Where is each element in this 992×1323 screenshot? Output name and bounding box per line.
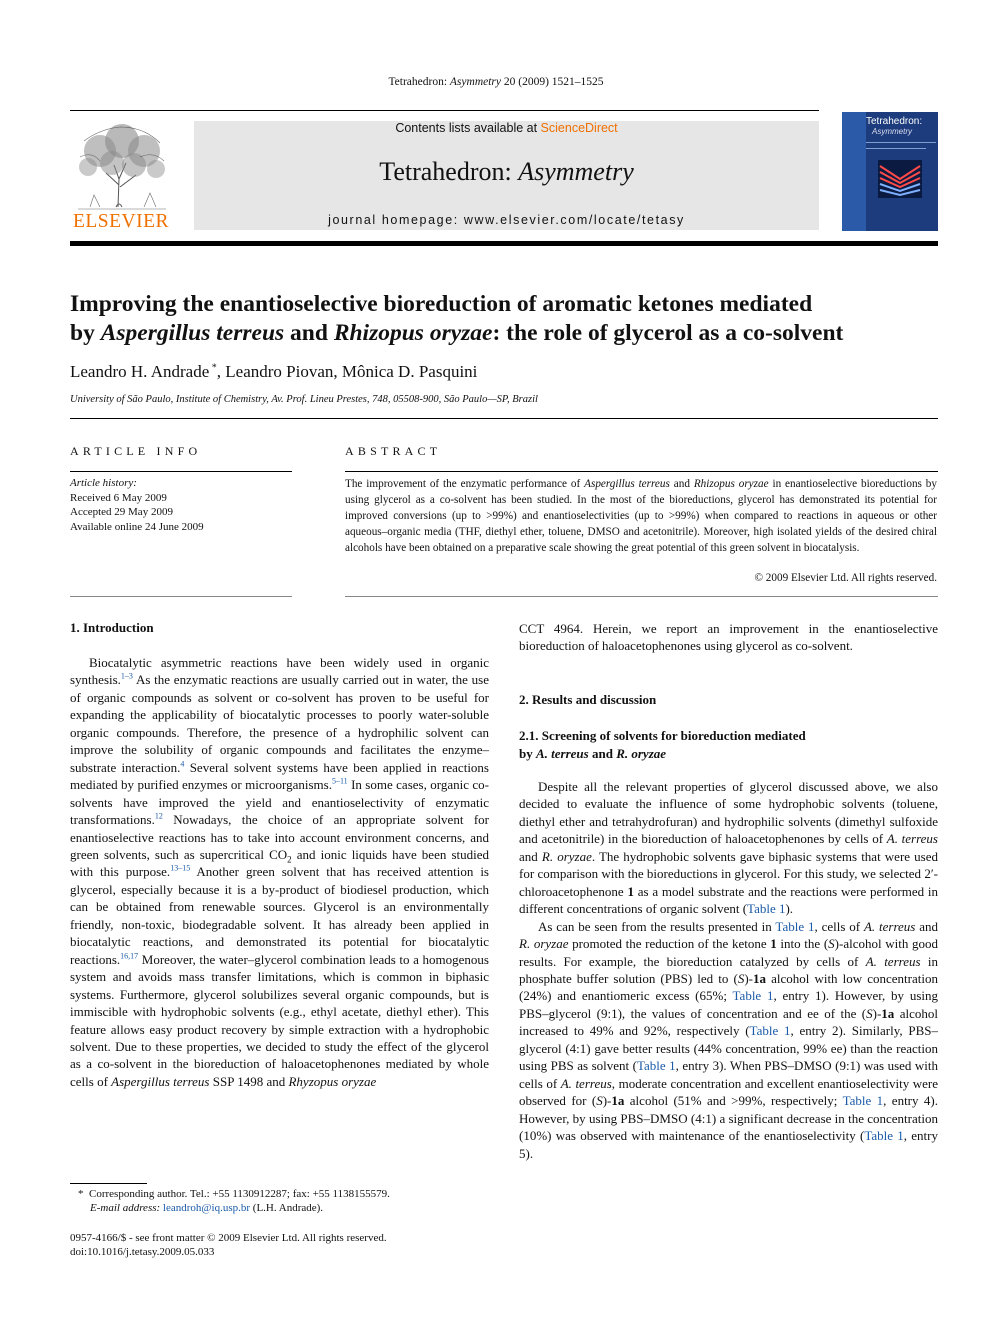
contents-line: Contents lists available at ScienceDirect (395, 121, 618, 135)
affiliation: University of São Paulo, Institute of Chemistry, Av. Prof. Lineu Prestes, 748, 05508-900, São Paulo—SP, Brazil (70, 394, 538, 405)
article-info-rule (70, 471, 292, 472)
table-link[interactable]: Table 1 (636, 1058, 676, 1074)
results-heading: 2. Results and discussion (519, 692, 657, 707)
citation[interactable]: 16,17 (120, 951, 139, 961)
elsevier-wordmark: ELSEVIER (72, 211, 170, 232)
email-link[interactable]: leandroh@iq.usp.br (162, 1202, 251, 1214)
table-link[interactable]: Table 1 (842, 1093, 884, 1109)
running-head: Tetrahedron: Asymmetry 20 (2009) 1521–1525 (388, 76, 604, 88)
issn-doi: 0957-4166/$ - see front matter © 2009 Elsevier Ltd. All rights reserved. doi:10.1016/j.tetasy.2009.05.033 (70, 1231, 490, 1259)
article-title (70, 290, 950, 348)
table-link[interactable]: Table 1 (749, 1023, 791, 1039)
abstract-copyright: © 2009 Elsevier Ltd. All rights reserved. (754, 572, 937, 584)
table-link[interactable]: Table 1 (864, 1128, 904, 1144)
citation[interactable]: 13–15 (170, 864, 191, 874)
article-info-end-rule (70, 596, 292, 597)
abstract-text: The improvement of the enzymatic performance of Aspergillus terreus and Rhizopus oryzae in enantioselective bioreductions by using glycerol as a co-solvent has been studied. In the most of the bioreductions, glycerol has demonstrated its potential for improved conversions (up to >99%) and enantioselectivities (up to >99%) when compared to reactions in aqueous or other aqueous–organic media (THF, diethyl ether, toluene, DMSO and acetonitrile). Moreover, high isolated yields of the desired chiral alcohols have been obtained on a preparative scale showing the great potential of this green solvent in biocatalysis. (345, 478, 937, 554)
abstract-end-rule (345, 596, 938, 597)
intro-continuation: CCT 4964. Herein, we report an improvement in the enantioselective bioreduction of haloacetophenones using glycerol as co-solvent. (519, 621, 938, 654)
doi-link[interactable]: doi:10.1016/j.tetasy.2009.05.033 (70, 1246, 215, 1258)
journal-name: Tetrahedron: Asymmetry (379, 157, 634, 186)
citation[interactable]: 12 (154, 811, 163, 821)
title-line-1: Improving the enantioselective bioreduction of aromatic ketones mediated (70, 291, 813, 317)
article-history: Article history: Received 6 May 2009 Accepted 29 May 2009 Available online 24 June 2009 (70, 477, 204, 533)
journal-homepage: journal homepage: www.elsevier.com/locate/tetasy (328, 213, 685, 227)
intro-heading: 1. Introduction (70, 620, 154, 635)
cover-subtitle: Asymmetry (872, 127, 912, 136)
title-line-2: by Aspergillus terreus and Rhizopus oryzae: the role of glycerol as a co-solvent (70, 320, 844, 346)
footnote-rule (70, 1183, 147, 1184)
homepage-link[interactable]: www.elsevier.com/locate/tetasy (463, 213, 685, 227)
citation[interactable]: 5–11 (331, 776, 348, 786)
affiliation-rule (70, 418, 938, 419)
author-list: Leandro H. Andrade *, Leandro Piovan, Mônica D. Pasquini (70, 362, 478, 381)
journal-cover (842, 112, 938, 231)
sciencedirect-link[interactable]: ScienceDirect (540, 121, 618, 135)
citation[interactable]: 1–3 (120, 672, 133, 682)
table-link[interactable]: Table 1 (775, 918, 815, 934)
citation[interactable]: 4 (180, 759, 185, 769)
table-link[interactable]: Table 1 (747, 901, 786, 917)
header-top-rule (70, 110, 819, 111)
article-info-heading: ARTICLE INFO (70, 444, 202, 458)
header-bottom-rule (70, 241, 938, 246)
abstract-heading: ABSTRACT (345, 444, 442, 458)
intro-paragraph: Biocatalytic asymmetric reactions have been widely used in organic synthesis.$^{1-3}$ As the enzymatic reactions are usually carried out in water, the use of organic compounds as solvent or co-solvent has proven to be useful for expanding the applicability of biocatalytic processes to poorly water-soluble organic compounds. Therefore, the presence of a hydrophilic solvent can improve the solubility of organic compounds and facilitates the enzyme–substrate interaction.$^4$ Several solvent systems have been applied in reactions mediated by purified enzymes or microorganisms.$^{5-11}$ In some cases, organic co-solvents have improved the yield and enantioselectivity of enzymatic transformations.$^{12}$ Nowadays, the choice of an appropriate solvent for enantioselective reactions has to take into account environment concerns, and green solvents, such as supercritical $CO_2$ and ionic liquids have been studied with this purpose.$^{13-15}$ Another green solvent that has received attention is glycerol, especially because it is a by-product of biodiesel production, which can be obtained from renewable sources. Glycerol is an environmentally friendly, non-toxic, biodegradable solvent. It has already been applied in biocatalytic reactions, and demonstrated its potential for biocatalytic reactions.$^{16,17}$ Moreover, the water–glycerol combination leads to a homogenous system and avoids mass transfer limitations, which is common in biphasic systems. Furthermore, glycerol solubilizes several organic compounds, but is immiscible with hydrophobic solvents (e.g., ethyl acetate, diethyl ether). This feature allows easy product recovery by simple extraction with a hydrophobic solvent. Due to these properties, we decided to study the effect of the glycerol as a co-solvent in the bioreduction of haloacetophenones mediated by whole cells of Aspergillus terreus SSP 1498 and Rhyzopus oryzae (70, 655, 490, 1089)
subsection-heading: 2.1. Screening of solvents for bioreduction mediated by A. terreus and R. oryzae (519, 728, 806, 761)
corresponding-mark[interactable]: * (211, 362, 217, 374)
results-paragraphs: Despite all the relevant properties of glycerol discussed above, we also decided to evaluate the influence of some hydrophobic solvents (toluene, diethyl ether and tetrahydrofuran) and hydrophilic solvents (dimethyl sulfoxide and acetonitrile) in the bioreduction of haloacetophenones by cells of A. terreus and R. oryzae. The hydrophobic solvents gave biphasic systems that were used for comparison with the bioreductions in glycerol. For this study, we selected 2′-chloroacetophenone 1 as a model substrate and the reactions were performed in different concentrations of organic solvent (Table 1). As can be seen from the results presented in Table 1, cells of A. terreus and R. oryzae promoted the reduction of the ketone 1 into the (S)-alcohol with good results. For example, the bioreduction catalyzed by cells of A. terreus in phosphate buffer solution (PBS) led to (S)-1a alcohol with low concentration (24%) and enantiomeric excess (65%; Table 1, entry 1). However, by using PBS–glycerol (9:1), the values of concentration and ee of the (S)-1a alcohol increased to 49% and 92%, respectively (Table 1, entry 2). Similarly, PBS–glycerol (4:1) gave better results (44% concentration, 99% ee) than the reaction using PBS as solvent (Table 1, entry 3). When PBS–DMSO (9:1) was used with cells of A. terreus, moderate concentration and excellent enantioselectivity were observed for (S)-1a alcohol (51% and >99%, respectively; Table 1, entry 4). However, by using PBS–DMSO (4:1) a significant decrease in the concentration (10%) was observed with maintenance of the enantioselectivity (Table 1, entry 5). (519, 779, 939, 1161)
footnote: * Corresponding author. Tel.: +55 1130912287; fax: +55 1138155579. E-mail address: leandroh@iq.usp.br (L.H. Andrade). (78, 1188, 390, 1214)
table-link[interactable]: Table 1 (732, 988, 774, 1004)
cover-title: Tetrahedron: (866, 116, 923, 127)
abstract-rule (345, 471, 938, 472)
cover-graphic (878, 160, 922, 198)
